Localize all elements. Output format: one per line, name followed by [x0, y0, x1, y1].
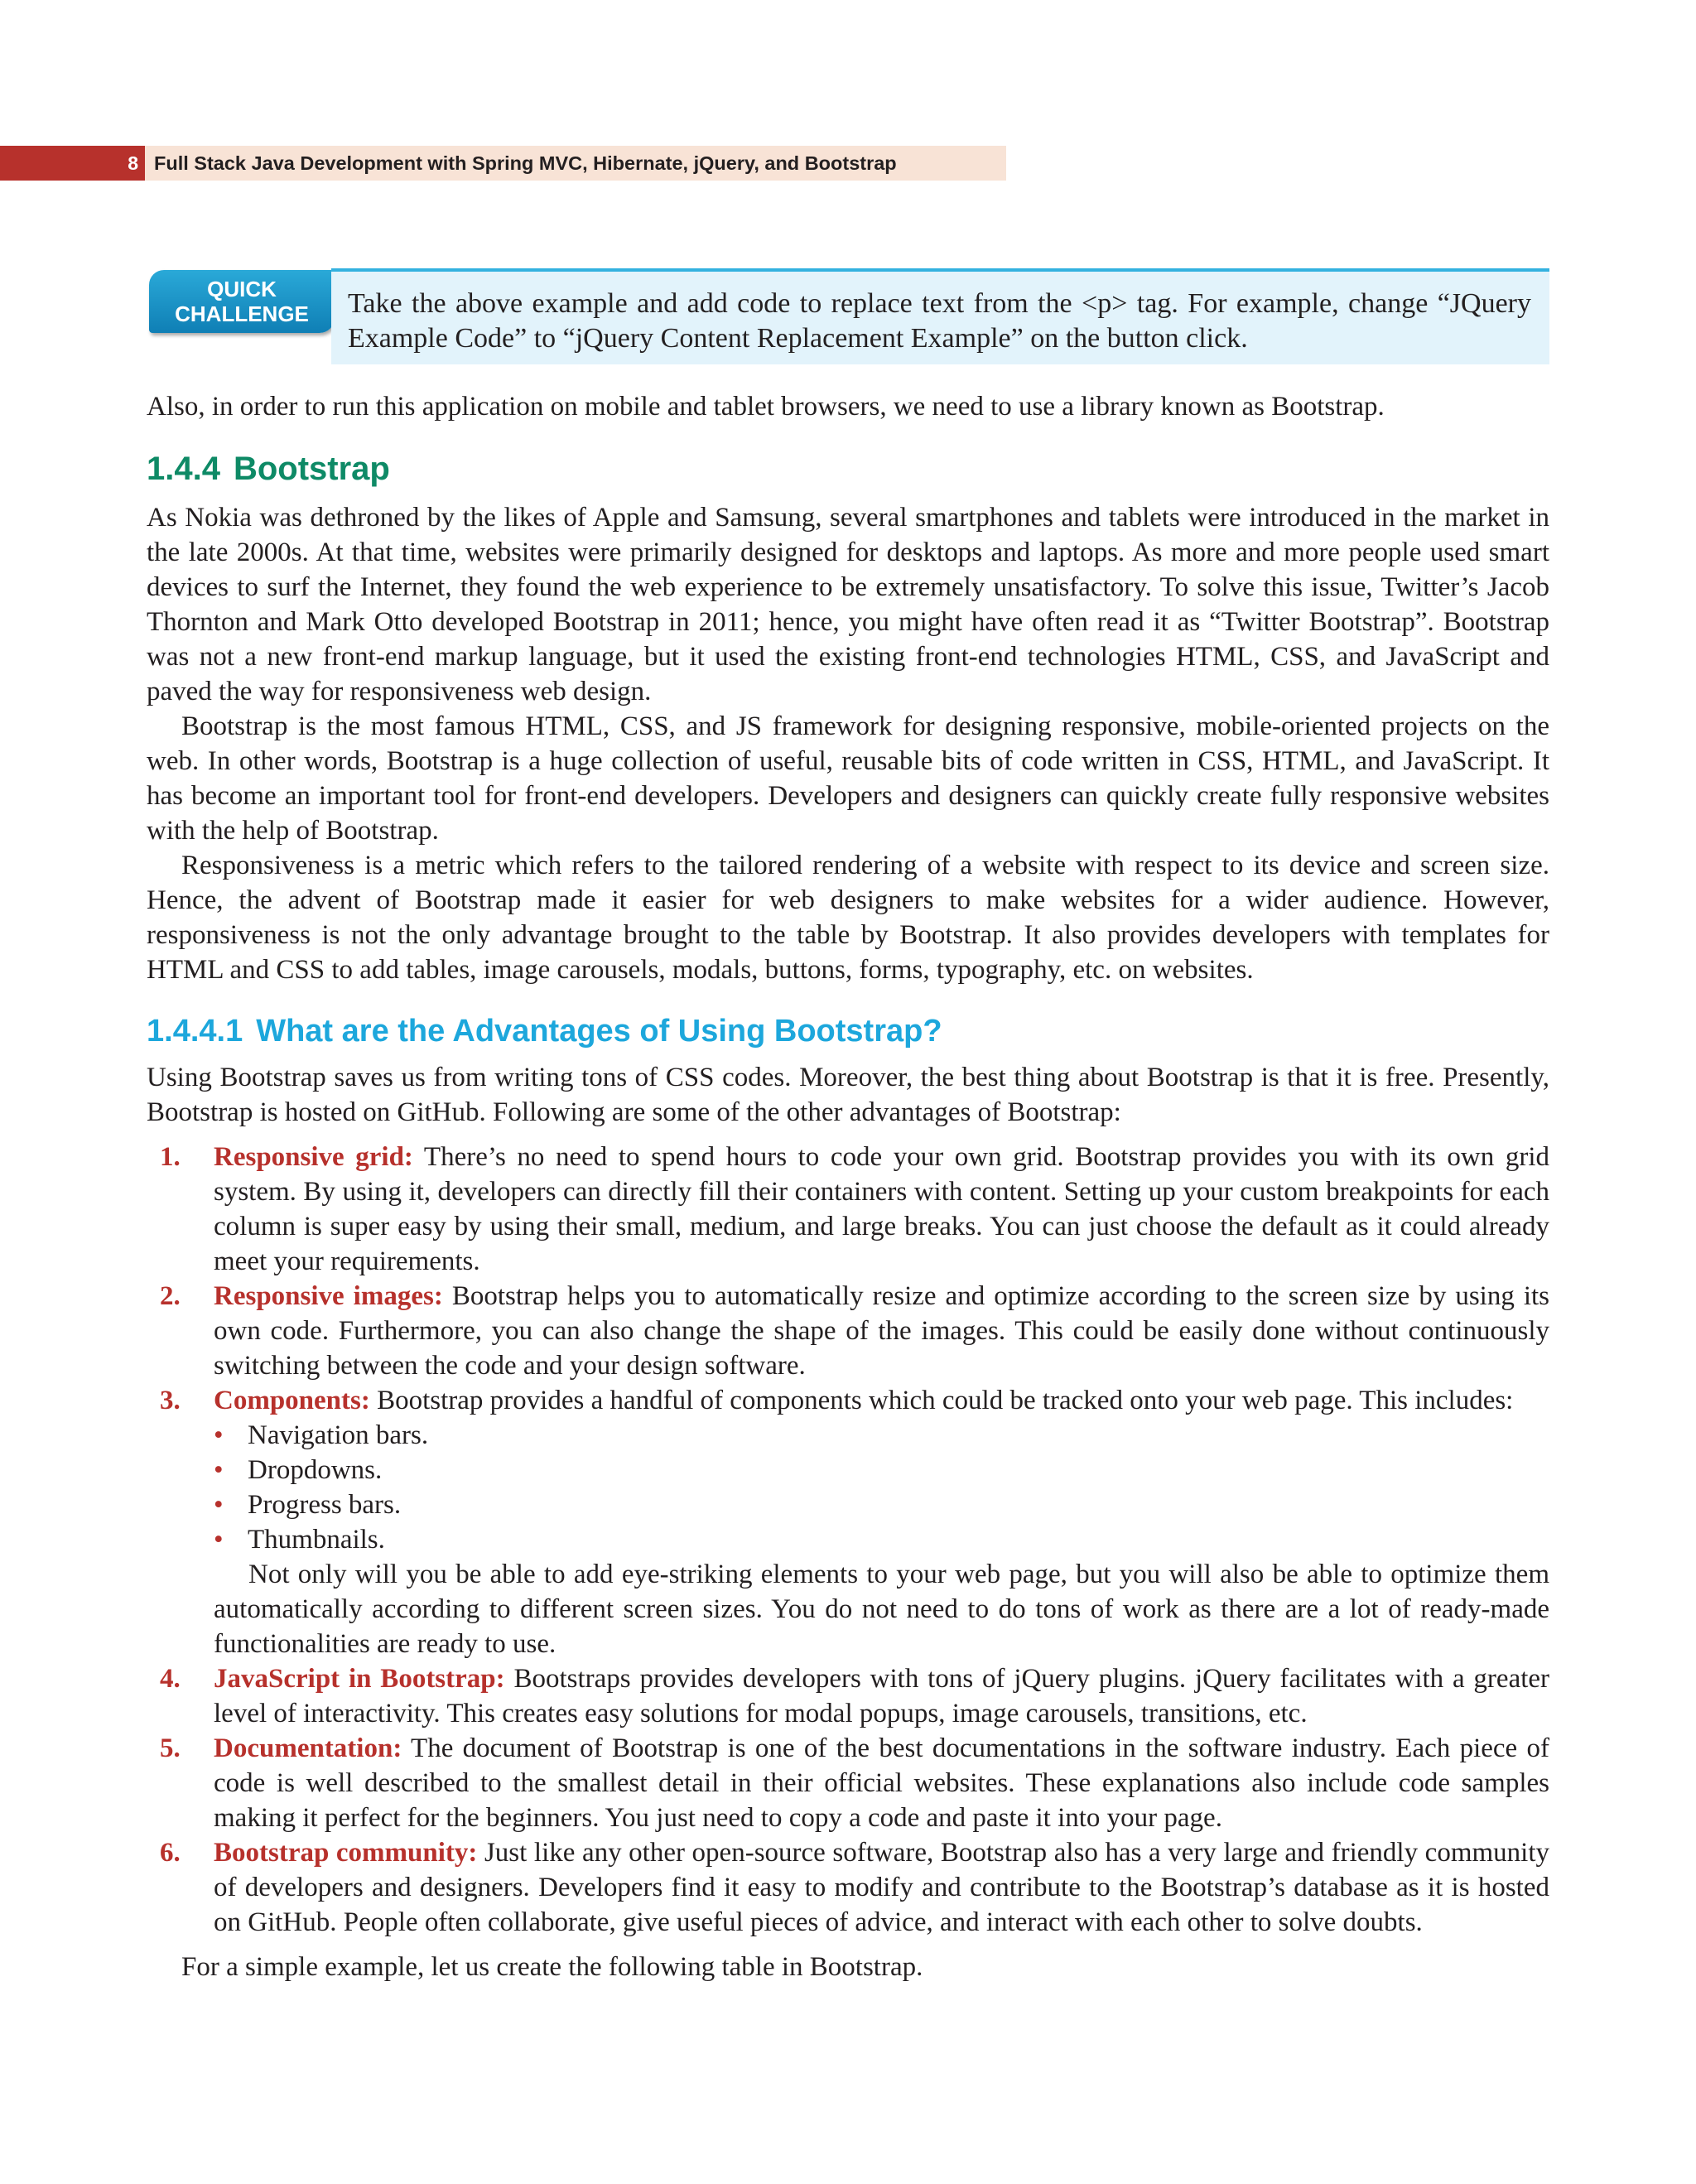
intro-paragraph: Also, in order to run this application on mobile and tablet browsers, we need to use a library known as Bootstrap.	[147, 392, 1385, 422]
bullet-text: Thumbnails.	[248, 1525, 385, 1555]
running-title: Full Stack Java Development with Spring MVC, Hibernate, jQuery, and Bootstrap	[145, 146, 1006, 181]
section-paragraph: Bootstrap is the most famous HTML, CSS, and JS framework for designing responsive, mobile-oriented projects on the web. In other words, Bootstrap is a huge collection of useful, reusable bits of code written in CSS, HTML, and JavaScript. It has become an important tool for front-end developers. Developers and designers can quickly create fully responsive websites with the help of Bootstrap.	[147, 711, 1549, 846]
bullet-item	[214, 1418, 1549, 1453]
list-item-text: Bootstrap helps you to automatically resize and optimize according to the screen size by using its own code. Furthermore, you can also change the shape of the images. This could be easily done without continuously switching between the code and your design software.	[214, 1281, 1550, 1381]
bullet-item	[214, 1453, 1549, 1487]
list-item	[147, 1731, 1549, 1835]
list-item-number: 1.	[160, 1142, 181, 1172]
running-header	[0, 146, 1006, 181]
list-item-text: Bootstrap provides a handful of components which could be tracked onto your web page. This includes:	[377, 1386, 1514, 1415]
quick-challenge-badge	[149, 270, 335, 333]
list-item	[147, 1140, 1549, 1279]
section-paragraph: As Nokia was dethroned by the likes of Apple and Samsung, several smartphones and tablets were introduced in the market in the late 2000s. At that time, websites were primarily designed for desktops and laptops. As more and more people used smart devices to surf the Internet, they found the web experience to be extremely unsatisfactory. To solve this issue, Twitter’s Jacob Thornton and Mark Otto developed Bootstrap in 2011; hence, you might have often read it as “Twitter Bootstrap”. Bootstrap was not a new front-end markup language, but it used the existing front-end technologies HTML, CSS, and JavaScript and paved the way for responsiveness web design.	[147, 503, 1549, 706]
list-item-text: The document of Bootstrap is one of the best documentations in the software industry. Each piece of code is well described to the smallest detail in their official websites. These explanations also include code samples making it perfect for the beginners. You just need to copy a code and paste it into your page.	[214, 1733, 1549, 1833]
bullet-icon: •	[214, 1490, 224, 1520]
bullet-text: Navigation bars.	[248, 1420, 429, 1450]
list-item	[147, 1661, 1549, 1731]
bullet-icon: •	[214, 1455, 224, 1485]
list-item-text: Bootstraps provides developers with tons of jQuery plugins. jQuery facilitates with a greater level of interactivity. This creates easy solutions for modal popups, image carousels, transitions, etc.	[214, 1664, 1550, 1728]
list-item-term: Bootstrap community:	[214, 1838, 478, 1868]
bullet-icon: •	[214, 1420, 224, 1450]
list-item-term: Components:	[214, 1386, 370, 1415]
bullet-icon: •	[214, 1525, 224, 1555]
main-content	[147, 389, 1549, 1984]
list-item	[147, 1835, 1549, 1940]
list-item-term: Responsive grid:	[214, 1142, 413, 1172]
section-title: Bootstrap	[233, 451, 390, 487]
list-item	[147, 1383, 1549, 1661]
advantages-list	[147, 1140, 1549, 1940]
list-item-term: Documentation:	[214, 1733, 402, 1763]
subsection-heading	[147, 1010, 1549, 1052]
page-number: 8	[0, 146, 145, 181]
bullet-text: Dropdowns.	[248, 1455, 383, 1485]
quick-challenge-box	[331, 268, 1549, 364]
section-heading	[147, 447, 1549, 490]
list-item-number: 3.	[160, 1386, 181, 1415]
list-item-term: Responsive images:	[214, 1281, 443, 1311]
bullet-item	[214, 1487, 1549, 1522]
quick-challenge-text: Take the above example and add code to replace text from the <p> tag. For example, change “JQuery Example Code” to “jQuery Content Replacement Example” on the button click.	[348, 288, 1531, 354]
subsection-intro: Using Bootstrap saves us from writing tons of CSS codes. Moreover, the best thing about Bootstrap is that it is free. Presently, Bootstrap is hosted on GitHub. Following are some of the other advantages of Bootstrap:	[147, 1063, 1549, 1127]
bullet-text: Progress bars.	[248, 1490, 402, 1520]
list-item-number: 4.	[160, 1664, 181, 1694]
list-item	[147, 1279, 1549, 1383]
subsection-title: What are the Advantages of Using Bootstrap?	[256, 1014, 942, 1049]
section-number: 1.4.4	[147, 451, 220, 487]
quick-challenge-badge-line2: CHALLENGE	[175, 301, 309, 326]
list-item-term: JavaScript in Bootstrap:	[214, 1664, 505, 1694]
list-item-text: There’s no need to spend hours to code your own grid. Bootstrap provides you with its own grid system. By using it, developers can directly fill their containers with content. Setting up your custom breakpoints for each column is super easy by using their small, medium, and large breaks. You can just choose the default as it could already meet your requirements.	[214, 1142, 1549, 1276]
section-paragraph: Responsiveness is a metric which refers to the tailored rendering of a website with respect to its device and screen size. Hence, the advent of Bootstrap made it easier for web designers to make websites for a wider audience. However, responsiveness is not the only advantage brought to the table by Bootstrap. It also provides developers with templates for HTML and CSS to add tables, image carousels, modals, buttons, forms, typography, etc. on websites.	[147, 851, 1549, 985]
list-item-number: 2.	[160, 1281, 181, 1311]
list-item-number: 5.	[160, 1733, 181, 1763]
list-item-text: Just like any other open-source software, Bootstrap also has a very large and friendly community of developers and designers. Developers find it easy to modify and contribute to the Bootstrap’s database as it is hosted on GitHub. People often collaborate, give useful pieces of advice, and interact with each other to solve doubts.	[214, 1838, 1549, 1937]
quick-challenge-badge-line1: QUICK	[207, 277, 277, 301]
closing-paragraph: For a simple example, let us create the following table in Bootstrap.	[181, 1952, 923, 1982]
components-followup: Not only will you be able to add eye-striking elements to your web page, but you will also be able to optimize them automatically according to different screen sizes. You do not need to do tons of work as there are a lot of ready-made functionalities are ready to use.	[214, 1560, 1549, 1659]
bullet-item	[214, 1522, 1549, 1557]
subsection-number: 1.4.4.1	[147, 1014, 243, 1049]
list-item-number: 6.	[160, 1838, 181, 1868]
components-bullet-list	[214, 1418, 1549, 1557]
